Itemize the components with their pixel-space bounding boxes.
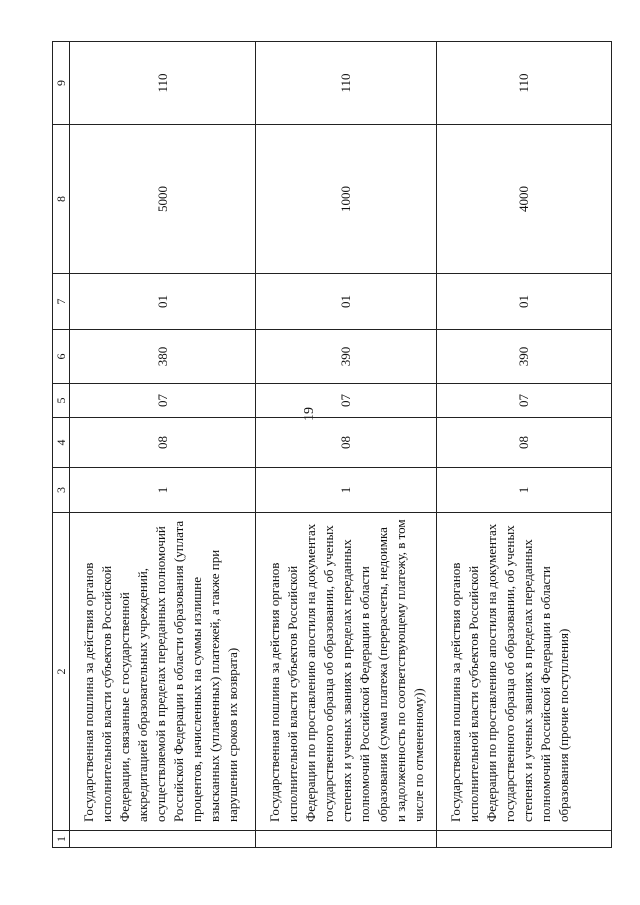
column-header: 8 [53, 125, 70, 274]
column-header: 9 [53, 42, 70, 125]
code-cell: 08 [437, 418, 612, 468]
row-number-cell [70, 831, 256, 848]
code-cell: 01 [256, 274, 437, 330]
table-row [70, 42, 256, 848]
column-header: 5 [53, 384, 70, 418]
rotated-table-container [52, 42, 610, 848]
code-cell: 1 [70, 468, 256, 513]
table-row [437, 42, 612, 848]
code-cell: 07 [70, 384, 256, 418]
code-cell: 08 [256, 418, 437, 468]
description-cell: Государственная пошлина за действия органов исполнительной власти субъектов Российской Федерации, связанные с государственной аккредитацией образовательных учреждений, осуществляемой в пределах переданных полномочий Российской Федерации в области образования (уплата процентов, начисленных на суммы излишне взысканных (уплаченных) платежей, а также при нарушении сроков их возврата) [70, 513, 256, 831]
code-cell: 01 [70, 274, 256, 330]
page-number: 19 [302, 407, 317, 421]
description-cell: Государственная пошлина за действия органов исполнительной власти субъектов Российской Федерации по проставлению апостиля на документах государственного образца об образовании, об ученых степенях и ученых званиях в пределах переданных полномочий Российской Федерации в области образования (сумма платежа (перерасчеты, недоимка и задолженность по соответствующему платежу, в том числе по отмененному)) [256, 513, 437, 831]
column-header: 1 [53, 831, 70, 848]
table-header-row [53, 42, 70, 848]
code-cell: 1000 [256, 125, 437, 274]
budget-classification-table [52, 41, 612, 848]
row-number-cell [437, 831, 612, 848]
code-cell: 1 [256, 468, 437, 513]
column-header: 4 [53, 418, 70, 468]
code-cell: 07 [256, 384, 437, 418]
description-cell: Государственная пошлина за действия органов исполнительной власти субъектов Российской Федерации по проставлению апостиля на документах государственного образца об образовании, об ученых степенях и ученых званиях в пределах переданных полномочий Российской Федерации в области образования (прочие поступления) [437, 513, 612, 831]
code-cell: 5000 [70, 125, 256, 274]
code-cell: 110 [437, 42, 612, 125]
code-cell: 390 [256, 330, 437, 384]
code-cell: 01 [437, 274, 612, 330]
column-header: 3 [53, 468, 70, 513]
code-cell: 4000 [437, 125, 612, 274]
table-row [256, 42, 437, 848]
row-number-cell [256, 831, 437, 848]
column-header: 2 [53, 513, 70, 831]
code-cell: 380 [70, 330, 256, 384]
code-cell: 1 [437, 468, 612, 513]
column-header: 6 [53, 330, 70, 384]
code-cell: 110 [256, 42, 437, 125]
code-cell: 08 [70, 418, 256, 468]
column-header: 7 [53, 274, 70, 330]
code-cell: 07 [437, 384, 612, 418]
code-cell: 390 [437, 330, 612, 384]
code-cell: 110 [70, 42, 256, 125]
